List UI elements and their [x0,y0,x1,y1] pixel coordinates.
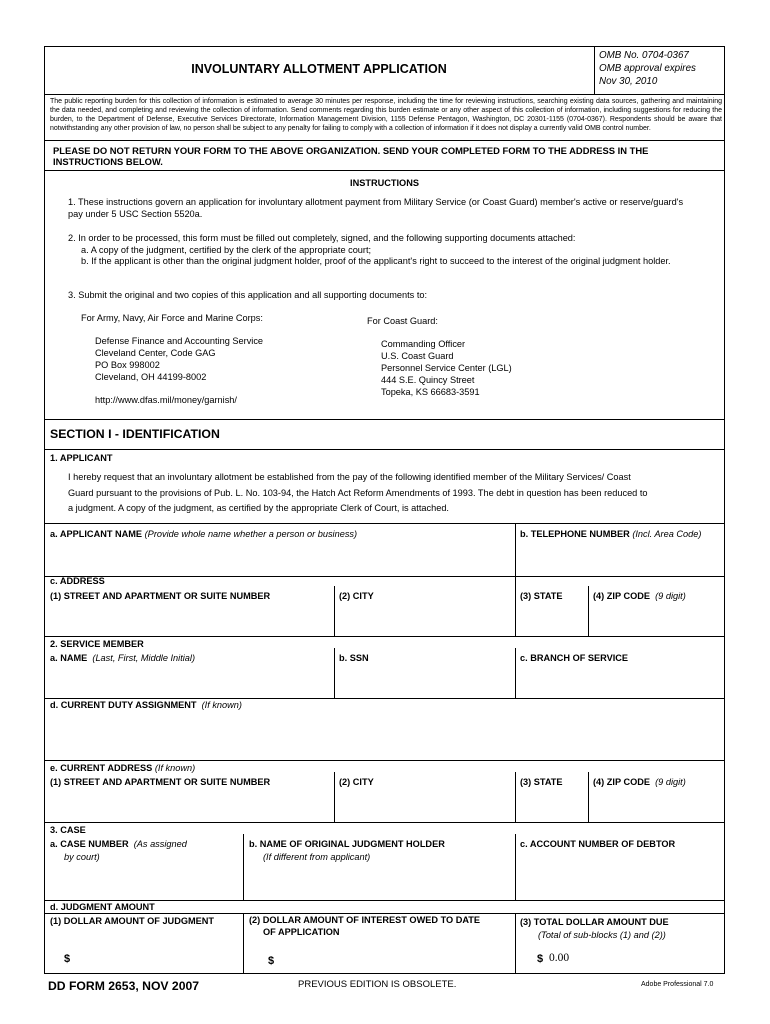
dollar-sign-icon: $ [64,953,71,965]
case-number-note: by court) [64,852,100,862]
rule [44,822,725,823]
duty-assignment-field[interactable] [46,713,723,758]
divider [515,576,516,636]
instruction-1: 1. These instructions govern an application for involuntary allotment payment from Military Service (or Coast Guard) member's active or reserve/guard's pay under 5 USC Section 5520a. [68,197,684,219]
original-holder-field[interactable] [245,866,513,898]
rule [44,636,725,637]
cg-address-line: Commanding Officer [381,339,466,349]
rule [44,760,725,761]
current-city-field[interactable] [336,790,513,820]
applicant-heading: 1. APPLICANT [50,453,113,463]
city-label: (2) CITY [339,591,374,601]
software-note: Adobe Professional 7.0 [641,981,714,988]
zip-label: (4) ZIP CODE (9 digit) [593,777,686,787]
omb-date: Nov 30, 2010 [599,76,658,87]
burden-statement: The public reporting burden for this collection of information is estimated to average 30 minutes per response, including the time for reviewing instructions, searching existing data sources, gathering and maintaining the data needed, and completing and reviewing the collection of information. Send comments regarding this burden estimate or any other aspect of this collection of information, including suggestions for reducing the burden, to the Department of Defense, Executive Services Directorate, Information Management Division, 1155 Defense Pentagon, Washington, DC 20301-1155 (0704-0367). Respondents should be aware that notwithstanding any other provision of law, no person shall be subject to any penalty for failing to comply with a collection of information if it does not display a currently valid OMB control number. [50,98,722,132]
army-address-line: PO Box 998002 [95,360,160,370]
state-label: (3) STATE [520,777,563,787]
branch-label: c. BRANCH OF SERVICE [520,653,629,663]
rule [44,576,725,577]
cg-address-line: 444 S.E. Quincy Street [381,375,475,385]
current-street-field[interactable] [46,790,332,820]
applicant-statement-line: I hereby request that an involuntary allotment be established from the pay of the following identified member of the Military Services/ Coast [68,472,631,482]
city-field[interactable] [336,604,513,634]
total-amount-value[interactable]: 0.00 [549,952,570,964]
previous-edition-note: PREVIOUS EDITION IS OBSOLETE. [298,979,457,990]
divider [334,648,335,698]
instruction-2a: a. A copy of the judgment, certified by the clerk of the appropriate court; [81,245,372,255]
divider [588,772,589,822]
zip-field[interactable] [590,604,723,634]
judgment-amount-heading: d. JUDGMENT AMOUNT [50,902,155,912]
applicant-statement-line: a judgment. A copy of the judgment, as certified by the appropriate Clerk of Court, is attached. [68,503,449,513]
army-address-line: Cleveland, OH 44199-8002 [95,372,207,382]
original-holder-label: b. NAME OF ORIGINAL JUDGMENT HOLDER [249,839,445,849]
zip-label: (4) ZIP CODE (9 digit) [593,591,686,601]
account-number-label: c. ACCOUNT NUMBER OF DEBTOR [520,839,676,849]
account-number-field[interactable] [517,866,723,898]
return-warning: PLEASE DO NOT RETURN YOUR FORM TO THE ABOVE ORGANIZATION. SEND YOUR COMPLETED FORM TO THE ADDRESS IN THE INSTRUCTIONS BELOW. [53,145,649,167]
ssn-label: b. SSN [339,653,369,663]
divider [243,913,244,974]
divider [515,913,516,974]
dollar-sign-icon: $ [537,953,544,965]
telephone-label: b. TELEPHONE NUMBER (Incl. Area Code) [520,529,702,539]
dfas-url[interactable]: http://www.dfas.mil/money/garnish/ [95,395,237,405]
instructions-heading: INSTRUCTIONS [350,178,419,188]
interest-amount-field[interactable] [280,948,513,972]
applicant-statement-line: Guard pursuant to the provisions of Pub. L. No. 103-94, the Hatch Act Reform Amendments of 1993. The debt in question has been reduced to [68,488,648,498]
street-field[interactable] [46,604,332,634]
city-label: (2) CITY [339,777,374,787]
instruction-2b: b. If the applicant is other than the original judgment holder, proof of the applicant's right to succeed to the interest of the original judgment holder. [81,256,671,266]
section-title-rule [44,449,725,450]
divider [515,648,516,698]
burden-rule [44,140,725,141]
case-number-label: a. CASE NUMBER (As assigned [50,839,187,849]
original-holder-note: (If different from applicant) [263,852,371,862]
judgment-amount-label: (1) DOLLAR AMOUNT OF JUDGMENT [50,916,215,926]
current-state-field[interactable] [517,790,586,820]
address-heading: c. ADDRESS [50,576,105,586]
member-name-label: a. NAME (Last, First, Middle Initial) [50,653,196,663]
interest-amount-label-2: OF APPLICATION [263,927,340,937]
divider [588,586,589,636]
service-member-heading: 2. SERVICE MEMBER [50,639,144,649]
header-divider [594,46,595,94]
omb-number: OMB No. 0704-0367 [599,50,689,61]
divider [515,772,516,822]
cg-address-line: U.S. Coast Guard [381,351,454,361]
rule [44,523,725,524]
case-number-field[interactable] [46,866,241,898]
total-due-note: (Total of sub-blocks (1) and (2)) [538,930,666,940]
omb-approval: OMB approval expires [599,63,696,74]
interest-amount-label: (2) DOLLAR AMOUNT OF INTEREST OWED TO DATE [249,915,481,925]
divider [334,586,335,636]
branch-field[interactable] [517,666,723,696]
telephone-field[interactable] [517,541,723,574]
dollar-sign-icon: $ [268,955,275,967]
section-rule [44,419,725,420]
duty-assignment-label: d. CURRENT DUTY ASSIGNMENT (If known) [50,700,242,710]
warning-rule [44,170,725,171]
header-rule [44,94,725,95]
current-address-label: e. CURRENT ADDRESS (If known) [50,763,196,773]
form-id: DD FORM 2653, NOV 2007 [48,979,200,993]
street-label: (1) STREET AND APARTMENT OR SUITE NUMBER [50,591,271,601]
state-field[interactable] [517,604,586,634]
section-1-title: SECTION I - IDENTIFICATION [50,427,220,441]
form-title: INVOLUNTARY ALLOTMENT APPLICATION [191,62,447,76]
army-address-line: Cleveland Center, Code GAG [95,348,216,358]
applicant-name-field[interactable] [46,541,513,574]
applicant-name-label: a. APPLICANT NAME (Provide whole name whether a person or business) [50,529,358,539]
divider [515,523,516,576]
cg-address-line: Personnel Service Center (LGL) [381,363,512,373]
member-name-field[interactable] [46,666,332,696]
current-zip-field[interactable] [590,790,723,820]
army-heading: For Army, Navy, Air Force and Marine Corps: [81,313,263,323]
cg-address-line: Topeka, KS 66683-3591 [381,387,480,397]
total-due-label: (3) TOTAL DOLLAR AMOUNT DUE [520,917,669,927]
army-address-line: Defense Finance and Accounting Service [95,336,264,346]
divider [334,772,335,822]
judgment-amount-field[interactable] [76,948,241,972]
case-heading: 3. CASE [50,825,86,835]
street-label: (1) STREET AND APARTMENT OR SUITE NUMBER [50,777,271,787]
state-label: (3) STATE [520,591,563,601]
ssn-field[interactable] [336,666,513,696]
divider [243,834,244,900]
divider [515,834,516,900]
instruction-2: 2. In order to be processed, this form must be filled out completely, signed, and the following supporting documents attached: [68,233,576,243]
instruction-3: 3. Submit the original and two copies of this application and all supporting documents to: [68,290,428,300]
coast-guard-heading: For Coast Guard: [367,316,438,326]
